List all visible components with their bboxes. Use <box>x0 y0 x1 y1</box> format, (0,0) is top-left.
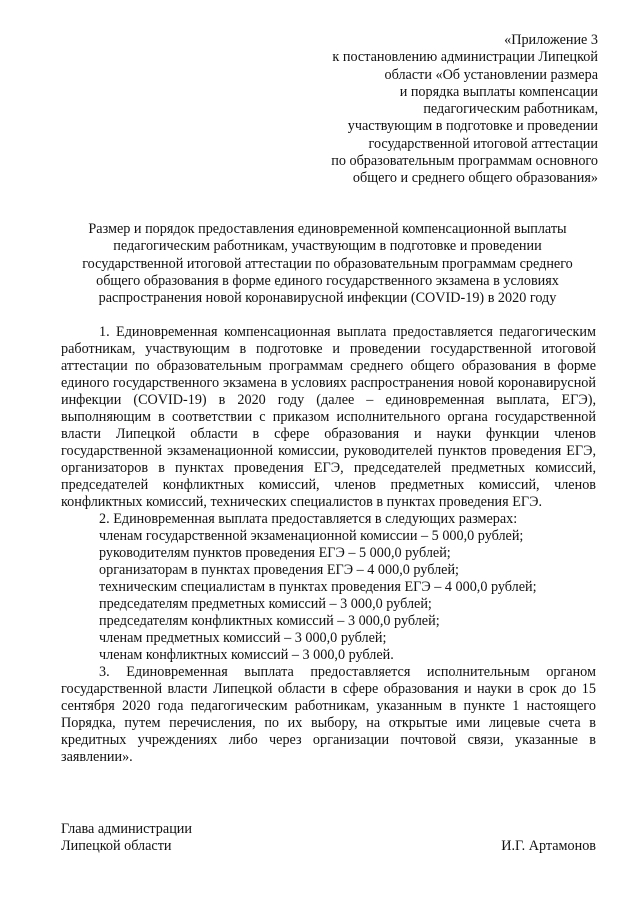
title-line: Размер и порядок предоставления единовременной компенсационной выплаты <box>88 221 567 237</box>
payment-item: председателям конфликтных комиссий – 3 000,0 рублей; <box>99 613 440 629</box>
paragraph-2: 2. Единовременная выплата предоставляется в следующих размерах: <box>99 511 518 527</box>
paragraph-1: 1. Единовременная компенсационная выплата предоставляется педагогическим работникам, участвующим в подготовке и проведении государственной итоговой аттестации по образовательным программам среднего общего образования в форме единого государственного экзамена в условиях распространения новой коронавирусной инфекции (COVID-19) в 2020 году (далее – единовременная выплата, ЕГЭ), выполняющим в соответствии с приказом исполнительного органа государственной власти Липецкой области в сфере образования и науки функции членов государственной экзаменационной комиссии, руководителей пунктов проведения ЕГЭ, организаторов в пунктах проведения ЕГЭ, председателей предметных комиссий, председателей конфликтных комиссий, членов предметных комиссий, членов конфликтных комиссий, технических специалистов в пунктах проведения ЕГЭ. <box>61 324 596 510</box>
paragraph-3: 3. Единовременная выплата предоставляется исполнительным органом государственной власти Липецкой области в сфере образования и науки в срок до 15 сентября 2020 года педагогическим работникам, указанным в пункте 1 настоящего Порядка, путем перечисления, по их выбору, на открытые ими лицевые счета в кредитных учреждениях либо через организации почтовой связи, указанные в заявлении». <box>61 664 596 765</box>
signatory-name: И.Г. Артамонов <box>501 838 596 854</box>
payment-item: членам государственной экзаменационной комиссии – 5 000,0 рублей; <box>99 528 524 544</box>
document-body <box>61 324 596 766</box>
title-line: государственной итоговой аттестации по образовательным программам среднего <box>82 255 573 272</box>
appendix-line: и порядка выплаты компенсации <box>399 83 598 100</box>
appendix-line: общего и среднего общего образования» <box>352 170 598 187</box>
signatory-position: Липецкой области <box>61 838 172 854</box>
appendix-line: по образовательным программам основного <box>331 153 598 170</box>
payment-item: председателям предметных комиссий – 3 000,0 рублей; <box>99 596 432 612</box>
signature-block <box>61 821 596 855</box>
appendix-line: педагогическим работникам, <box>423 101 598 118</box>
signatory-position: Глава администрации <box>61 821 192 837</box>
appendix-line: области «Об установлении размера <box>384 66 598 83</box>
payment-item: членам конфликтных комиссий – 3 000,0 рублей. <box>99 647 394 663</box>
appendix-line: «Приложение 3 <box>504 32 598 48</box>
appendix-header <box>268 32 598 188</box>
payment-item: членам предметных комиссий – 3 000,0 рублей; <box>99 630 387 646</box>
title-line: распространения новой коронавирусной инфекции (COVID-19) в 2020 году <box>98 290 557 307</box>
title-line: общего образования в форме единого государственного экзамена в условиях <box>96 272 559 289</box>
document-title <box>55 221 600 307</box>
title-line: педагогическим работникам, участвующим в подготовке и проведении <box>113 238 542 255</box>
payment-item: руководителям пунктов проведения ЕГЭ – 5 000,0 рублей; <box>99 545 451 561</box>
appendix-line: к постановлению администрации Липецкой <box>332 49 598 66</box>
payment-item: организаторам в пунктах проведения ЕГЭ – 4 000,0 рублей; <box>99 562 459 578</box>
appendix-line: государственной итоговой аттестации <box>368 135 598 152</box>
payment-item: техническим специалистам в пунктах проведения ЕГЭ – 4 000,0 рублей; <box>99 579 537 595</box>
appendix-line: участвующим в подготовке и проведении <box>347 118 598 135</box>
